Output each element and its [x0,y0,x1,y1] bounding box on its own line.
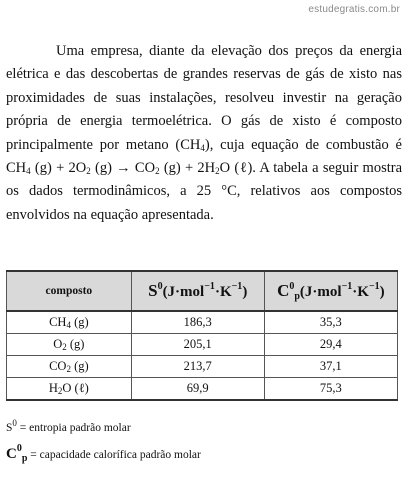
legend-symbol [6,443,28,464]
combustion-equation-line [6,157,402,180]
subscript: 4 [200,142,205,153]
table-row [7,311,398,334]
table-row [7,334,398,356]
entropy-cell: 186,3 [131,311,264,334]
formula: O [53,337,63,351]
text-fragment: (g) + 2H [159,160,216,177]
superscript: 0 [16,443,22,454]
superscript: −1 [231,281,243,292]
header-heat-capacity [264,271,397,311]
compound-cell [7,311,132,334]
entropy-cell: 205,1 [131,334,264,356]
subscript: 2 [57,386,63,396]
formula: CH [49,315,67,329]
heat-capacity-cell: 37,1 [264,356,397,378]
thermodynamic-data-table [6,270,398,401]
superscript: −1 [204,281,215,292]
subscript: p [21,453,28,464]
legend-heat-capacity [6,443,201,464]
header-compound: composto [7,271,132,311]
legend-symbol-letter: C [6,446,17,462]
formula: CO [49,359,67,373]
text-fragment: (g) → CO [90,160,156,177]
header-entropy [131,271,264,311]
statement-line: proximidades de suas instalações, resolveu investir na geração [6,89,402,106]
subscript: 2 [155,166,160,177]
problem-statement [6,40,402,227]
heat-capacity-cell: 35,3 [264,311,397,334]
entropy-cell: 69,9 [131,378,264,401]
entropy-cell: 213,7 [131,356,264,378]
site-watermark: estudegratis.com.br [308,4,400,15]
units: (J·mol [162,284,205,300]
entropy-symbol: S [148,281,158,300]
statement-line: envolvidos na equação apresentada. [6,206,214,223]
legend-text: = capacidade calorífica padrão molar [27,449,201,461]
compound-cell [7,378,132,401]
statement-line: os dados termodinâmicos, a 25 °C, relativos aos compostos [6,183,402,200]
subscript: 2 [86,166,91,177]
subscript: 4 [26,166,31,177]
superscript: −1 [341,281,353,292]
table-header-row [7,271,398,311]
text-fragment: O (ℓ). A tabela a seguir mostra [219,160,403,177]
text-fragment: CH [6,160,27,177]
table-row [7,356,398,378]
statement-line: elétrica e das descobertas de grandes reservas de gás de xisto nas [6,66,402,83]
superscript: 0 [157,281,163,292]
units: ·K [352,284,369,300]
subscript: 2 [66,364,71,374]
state: (g) [66,337,85,351]
heat-capacity-cell: 75,3 [264,378,397,401]
statement-line: Uma empresa, diante da elevação dos preços da energia [56,43,402,59]
superscript: −1 [368,281,380,292]
units: ·K [214,284,232,300]
state: O (ℓ) [62,381,89,395]
statement-line: própria de energia termoelétrica. O gás de xisto é composto [6,113,402,130]
superscript: 0 [12,418,17,428]
text-fragment: ), cuja equação de combustão é [204,136,402,153]
heat-capacity-symbol: C [277,281,290,300]
subscript: 4 [66,320,71,330]
compound-cell [7,334,132,356]
legend-symbol: S [6,422,13,434]
state: (g) [70,315,89,329]
heat-capacity-cell: 29,4 [264,334,397,356]
compound-cell [7,356,132,378]
subscript: 2 [215,166,220,177]
subscript: 2 [62,342,67,352]
units: ) [242,284,248,300]
legend-entropy [6,418,131,434]
units: (J·mol [299,284,342,300]
units: ) [379,284,385,300]
legend-text: = entropia padrão molar [16,422,131,434]
formula: H [48,381,58,395]
state: (g) [70,359,89,373]
table-row [7,378,398,401]
subscript: p [294,291,300,302]
text-fragment: (g) + 2O [30,160,87,177]
statement-line [6,134,402,157]
text-fragment: principalmente por metano (CH [6,136,201,153]
superscript: 0 [289,281,295,292]
